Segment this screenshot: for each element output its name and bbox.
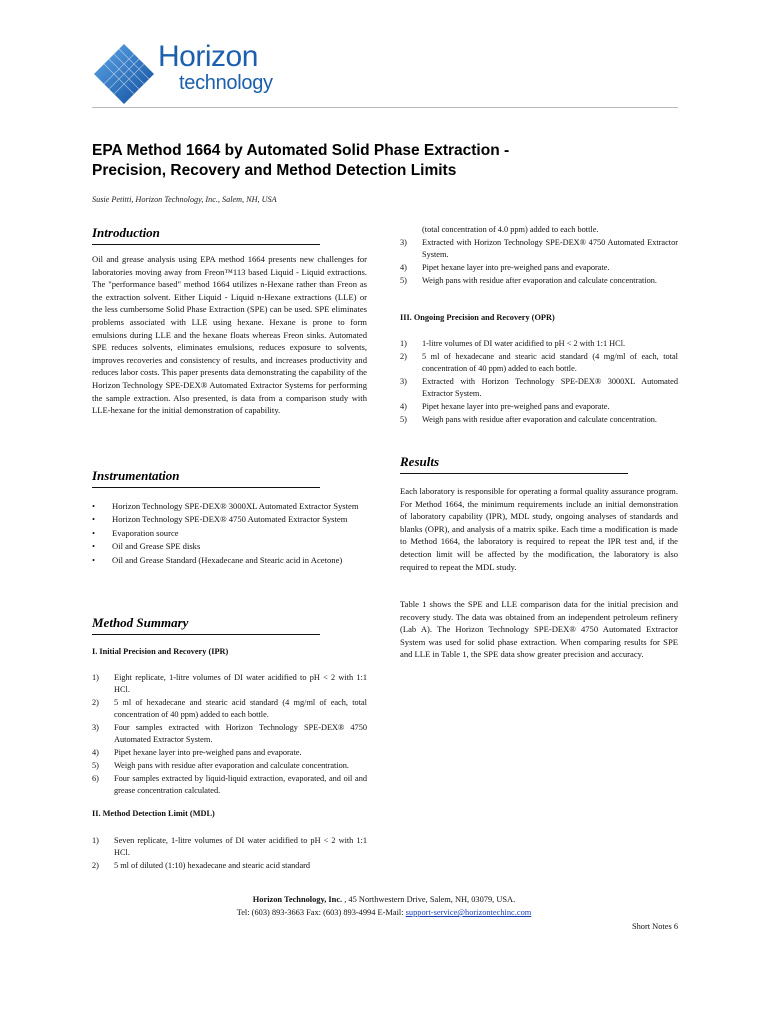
- list-item: 4) Pipet hexane layer into pre-weighed pans and evaporate.: [400, 402, 610, 411]
- ipr-steps: [92, 672, 367, 798]
- method-summary-section: [92, 615, 367, 635]
- diamond-logo-icon: [92, 42, 156, 106]
- list-item: 5) Weigh pans with residue after evaporation and calculate concentration.: [400, 415, 658, 424]
- horizon-logo: [92, 40, 273, 106]
- instrumentation-section: [92, 468, 367, 488]
- list-item: 2) 5 ml of hexadecane and stearic acid standard (4 mg/ml of each, total concentration of 40 ppm) added to each bottle.: [92, 698, 367, 719]
- list-item: 5) Weigh pans with residue after evaporation and calculate concentration.: [400, 276, 658, 285]
- mdl-continued-text: (total concentration of 4.0 ppm) added to each bottle.: [422, 225, 599, 234]
- list-item: • Horizon Technology SPE-DEX® 3000XL Automated Extractor System: [92, 500, 367, 512]
- list-item: 1) 1-litre volumes of DI water acidified to pH < 2 with 1:1 HCl.: [400, 339, 626, 348]
- list-item: 2) 5 ml of diluted (1:10) hexadecane and stearic acid standard: [92, 861, 311, 870]
- list-item: • Oil and Grease SPE disks: [92, 540, 367, 552]
- author-line: Susie Petitti, Horizon Technology, Inc., Salem, NH, USA: [92, 195, 277, 204]
- ipr-subheading: I. Initial Precision and Recovery (IPR): [92, 647, 229, 656]
- list-item: 5) Weigh pans with residue after evaporation and calculate concentration.: [92, 761, 350, 770]
- list-item: 2) 5 ml of hexadecane and stearic acid standard (4 mg/ml of each, total concentration of 40 ppm) added to each bottle.: [400, 352, 678, 373]
- opr-subheading: III. Ongoing Precision and Recovery (OPR): [400, 313, 555, 322]
- introduction-text: Oil and grease analysis using EPA method 1664 presents new challenges for laboratories moving away from Freon™113 based Liquid - Liquid extractions. The "performance based" method 1664 utilizes n-Hexane rather than Freon as the extraction solvent. Either Liquid - Liquid n-Hexane extractions (LLE) or the less cumbersome Solid Phase Extraction (SPE) can be used. SPE eliminates problems associated with LLE using hexane. Hexane is prone to form emulsions during LLE and the hexane floats whereas Freon sinks. Automated SPE reduces solvents, eliminates emulsions, reduces exposure to solvents, improves recoveries and consistency of results, and increases productivity and reduces labor costs. This paper presents data demonstrating the capability of the Horizon Technology SPE-DEX® Automated Extractor Systems for performing the sample extraction. Also presented, is data from a comparison study with LLE-hexane for the initial demonstration of capability.: [92, 254, 367, 416]
- footer-company: Horizon Technology, Inc.: [252, 895, 343, 904]
- list-item: 6) Four samples extracted by liquid-liquid extraction, evaporated, and oil and grease concentration calculated.: [92, 774, 367, 795]
- instrumentation-heading: Instrumentation: [92, 468, 180, 483]
- results-heading: Results: [400, 454, 440, 469]
- list-item: • Oil and Grease Standard (Hexadecane and Stearic acid in Acetone): [92, 554, 367, 566]
- footer-contact: Tel: (603) 893-3663 Fax: (603) 893-4994 E-Mail: support-service@horizontechinc.com: [236, 908, 532, 917]
- results-rule: [400, 473, 628, 474]
- short-notes-label: Short Notes 6: [631, 922, 678, 931]
- page-title: EPA Method 1664 by Automated Solid Phase Extraction - Precision, Recovery and Method Detection Limits: [92, 142, 510, 179]
- support-email-link[interactable]: support-service@horizontechinc.com: [405, 908, 532, 917]
- list-item: 3) Extracted with Horizon Technology SPE-DEX® 3000XL Automated Extractor System.: [400, 377, 678, 398]
- introduction-section: [92, 225, 367, 245]
- mdl-steps: [92, 835, 367, 873]
- list-item: • Evaporation source: [92, 527, 367, 539]
- method-summary-rule: [92, 634, 320, 635]
- introduction-rule: [92, 244, 320, 245]
- list-item: 1) Seven replicate, 1-litre volumes of DI water acidified to pH < 2 with 1:1 HCl.: [92, 836, 367, 857]
- logo-wordmark-technology: technology: [179, 72, 273, 94]
- list-item: 1) Eight replicate, 1-litre volumes of DI water acidified to pH < 2 with 1:1 HCl.: [92, 673, 367, 694]
- results-text-2: Table 1 shows the SPE and LLE comparison data for the initial precision and recovery study. The data was obtained from an independent petroleum refinery (Lab A). The Horizon Technology SPE-DEX® 4750 Automated Extractor System was used for solid phase extraction. When comparing results for SPE and LLE in Table 1, the SPE data show greater precision and accuracy.: [400, 599, 678, 660]
- method-summary-heading: Method Summary: [92, 615, 189, 630]
- header-divider: [92, 107, 678, 108]
- opr-steps: [400, 338, 678, 427]
- mdl-steps-continued: [400, 237, 678, 288]
- footer-address: Horizon Technology, Inc. , 45 Northwestern Drive, Salem, NH, 03079, USA.: [252, 895, 516, 904]
- results-text-1: Each laboratory is responsible for operating a formal quality assurance program. For Method 1664, the minimum requirements include an initial demonstration of laboratory capability (IPR), MDL study, ongoing analyses of standards and blanks (OPR), and analysis of a matrix spike. Each time a modification is made to Method 1664, the laboratory is required to repeat the IPR test and, if the detection limit will be affected by the modification, the laboratory is also required to repeat the MDL study.: [400, 486, 678, 572]
- instrumentation-list: [92, 500, 367, 567]
- introduction-heading: Introduction: [92, 225, 160, 240]
- list-item: 3) Four samples extracted with Horizon Technology SPE-DEX® 4750 Automated Extractor System.: [92, 723, 367, 744]
- list-item: • Horizon Technology SPE-DEX® 4750 Automated Extractor System: [92, 513, 367, 525]
- instrumentation-rule: [92, 487, 320, 488]
- list-item: 4) Pipet hexane layer into pre-weighed pans and evaporate.: [92, 748, 302, 757]
- list-item: 4) Pipet hexane layer into pre-weighed pans and evaporate.: [400, 263, 610, 272]
- mdl-subheading: II. Method Detection Limit (MDL): [92, 809, 215, 818]
- list-item: 3) Extracted with Horizon Technology SPE-DEX® 4750 Automated Extractor System.: [400, 238, 678, 259]
- logo-wordmark-horizon: Horizon: [158, 40, 258, 73]
- results-section: [400, 454, 678, 474]
